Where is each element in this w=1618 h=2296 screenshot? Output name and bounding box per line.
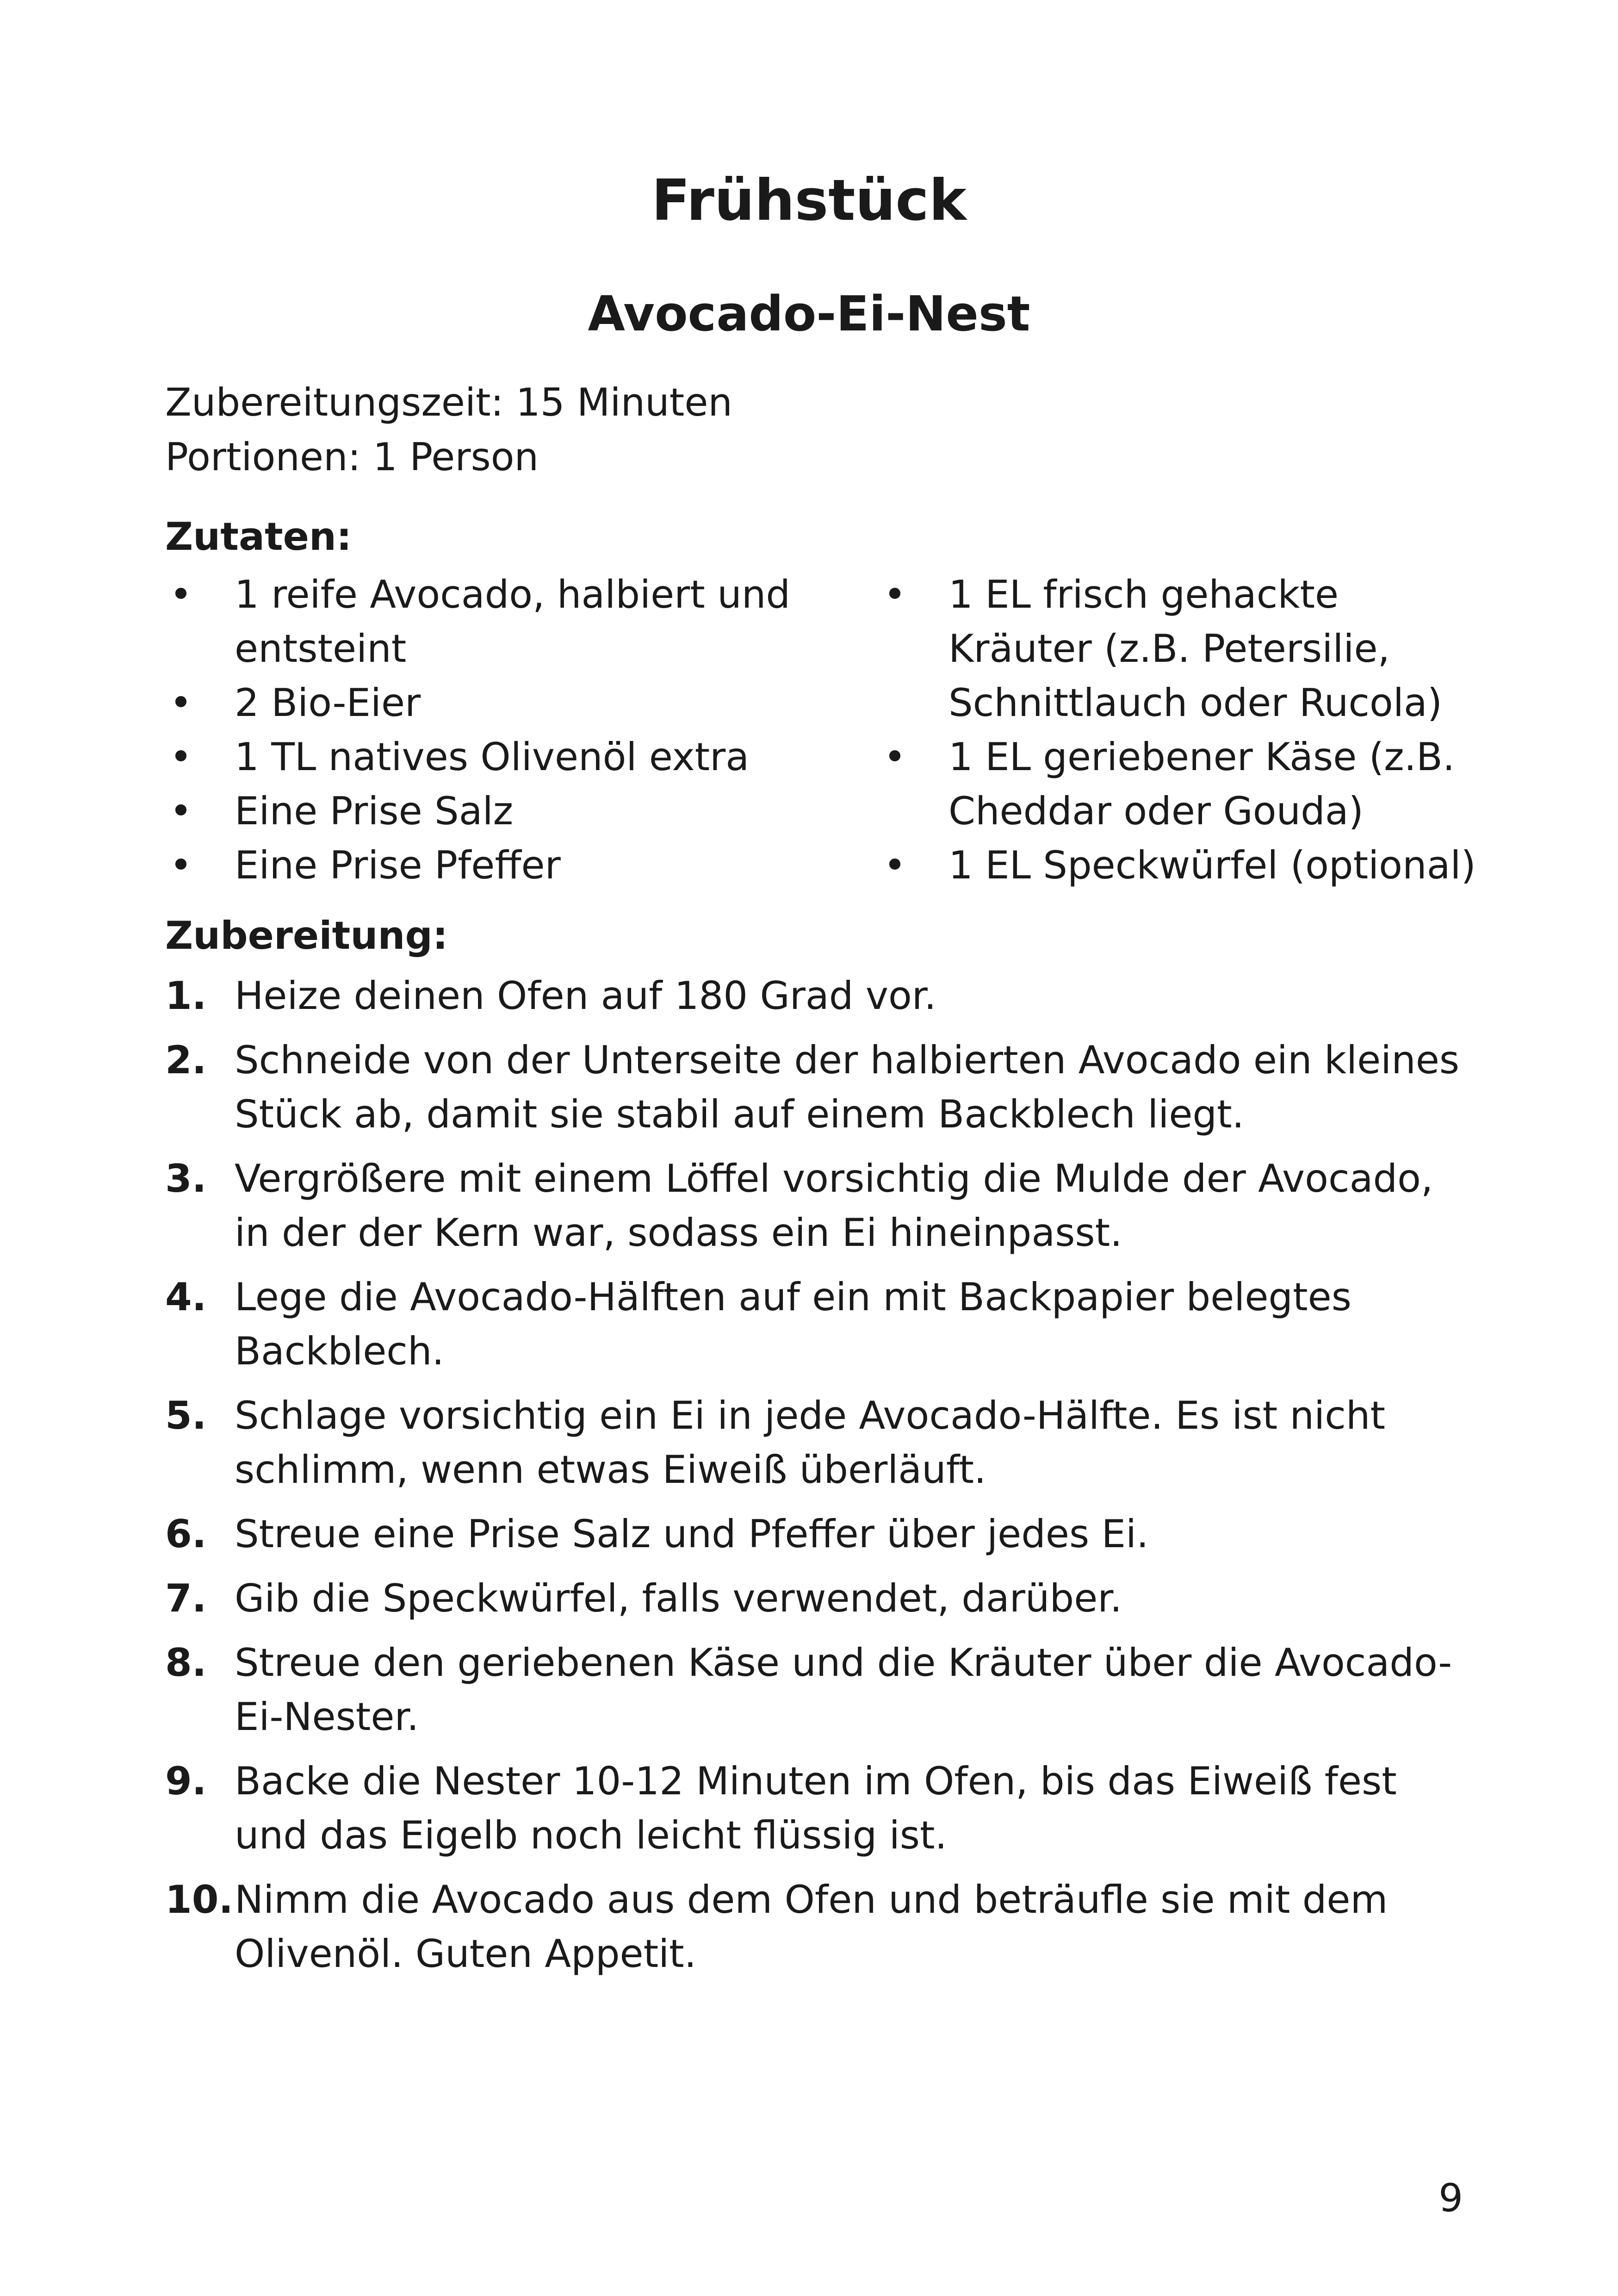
step-item	[165, 1571, 1461, 1625]
preparation-steps	[165, 969, 1461, 1991]
ingredient-item	[165, 730, 822, 784]
step-item	[165, 1507, 1461, 1561]
ingredient-item	[165, 676, 822, 730]
step-text: Schneide von der Unterseite der halbierten Avocado ein kleines Stück ab, damit sie stabil auf einem Backblech liegt.	[235, 1038, 1460, 1137]
ingredient-text: Eine Prise Salz	[235, 789, 514, 834]
ingredient-text: 1 EL Speckwürfel (optional)	[948, 843, 1476, 888]
step-number: 2.	[165, 1038, 207, 1083]
ingredient-text: 1 EL geriebener Käse (z.B. Cheddar oder Gouda)	[948, 734, 1455, 834]
preparation-heading: Zubereitung:	[165, 913, 448, 958]
step-number: 6.	[165, 1512, 207, 1556]
page-number: 9	[1438, 2176, 1463, 2221]
step-number: 9.	[165, 1759, 207, 1804]
ingredient-item	[165, 838, 822, 892]
step-text: Lege die Avocado-Hälften auf ein mit Backpapier belegtes Backblech.	[235, 1275, 1351, 1374]
step-number: 1.	[165, 973, 207, 1018]
ingredient-text: 1 TL natives Olivenöl extra	[235, 734, 750, 779]
step-text: Streue eine Prise Salz und Pfeffer über jedes Ei.	[235, 1512, 1149, 1556]
ingredient-item	[165, 784, 822, 838]
step-item	[165, 1636, 1461, 1744]
preparation-time: Zubereitungszeit: 15 Minuten	[165, 380, 732, 425]
ingredient-item	[165, 567, 822, 676]
recipe-title: Avocado-Ei-Nest	[588, 286, 1030, 342]
bullet-icon: •	[169, 572, 192, 617]
step-item	[165, 1388, 1461, 1497]
step-number: 8.	[165, 1640, 207, 1685]
step-text: Schlage vorsichtig ein Ei in jede Avocado-Hälfte. Es ist nicht schlimm, wenn etwas Eiweiß überläuft.	[235, 1393, 1386, 1492]
ingredient-text: 2 Bio-Eier	[235, 680, 421, 725]
ingredient-text: Eine Prise Pfeffer	[235, 843, 561, 888]
step-number: 5.	[165, 1393, 207, 1438]
bullet-icon: •	[883, 843, 906, 888]
step-number: 4.	[165, 1275, 207, 1319]
step-text: Backe die Nester 10-12 Minuten im Ofen, bis das Eiweiß fest und das Eigelb noch leicht flüssig ist.	[235, 1759, 1397, 1858]
step-number: 3.	[165, 1156, 207, 1201]
ingredients-list-right	[879, 567, 1490, 892]
ingredient-text: 1 reife Avocado, halbiert und entsteint	[235, 572, 791, 671]
portions: Portionen: 1 Person	[165, 435, 539, 479]
step-text: Nimm die Avocado aus dem Ofen und beträufle sie mit dem Olivenöl. Guten Appetit.	[235, 1877, 1388, 1976]
bullet-icon: •	[169, 789, 192, 834]
ingredient-text: 1 EL frisch gehackte Kräuter (z.B. Petersilie, Schnittlauch oder Rucola)	[948, 572, 1443, 725]
step-text: Streue den geriebenen Käse und die Kräuter über die Avocado-Ei-Nester.	[235, 1640, 1452, 1739]
ingredients-list-left	[165, 567, 822, 892]
step-number: 10.	[165, 1877, 234, 1922]
step-item	[165, 1270, 1461, 1378]
ingredient-item	[879, 730, 1490, 838]
step-number: 7.	[165, 1576, 207, 1621]
step-item	[165, 1033, 1461, 1141]
bullet-icon: •	[883, 734, 906, 779]
ingredient-item	[879, 838, 1490, 892]
bullet-icon: •	[883, 572, 906, 617]
step-text: Vergrößere mit einem Löffel vorsichtig die Mulde der Avocado, in der der Kern war, sodass ein Ei hineinpasst.	[235, 1156, 1433, 1255]
chapter-title: Frühstück	[651, 168, 967, 233]
ingredients-heading: Zutaten:	[165, 514, 352, 559]
step-text: Gib die Speckwürfel, falls verwendet, darüber.	[235, 1576, 1122, 1621]
step-item	[165, 1754, 1461, 1862]
step-item	[165, 1151, 1461, 1260]
bullet-icon: •	[169, 843, 192, 888]
step-item	[165, 969, 1461, 1023]
bullet-icon: •	[169, 734, 192, 779]
step-item	[165, 1873, 1461, 1981]
step-text: Heize deinen Ofen auf 180 Grad vor.	[235, 973, 936, 1018]
bullet-icon: •	[169, 680, 192, 725]
ingredient-item	[879, 567, 1490, 730]
